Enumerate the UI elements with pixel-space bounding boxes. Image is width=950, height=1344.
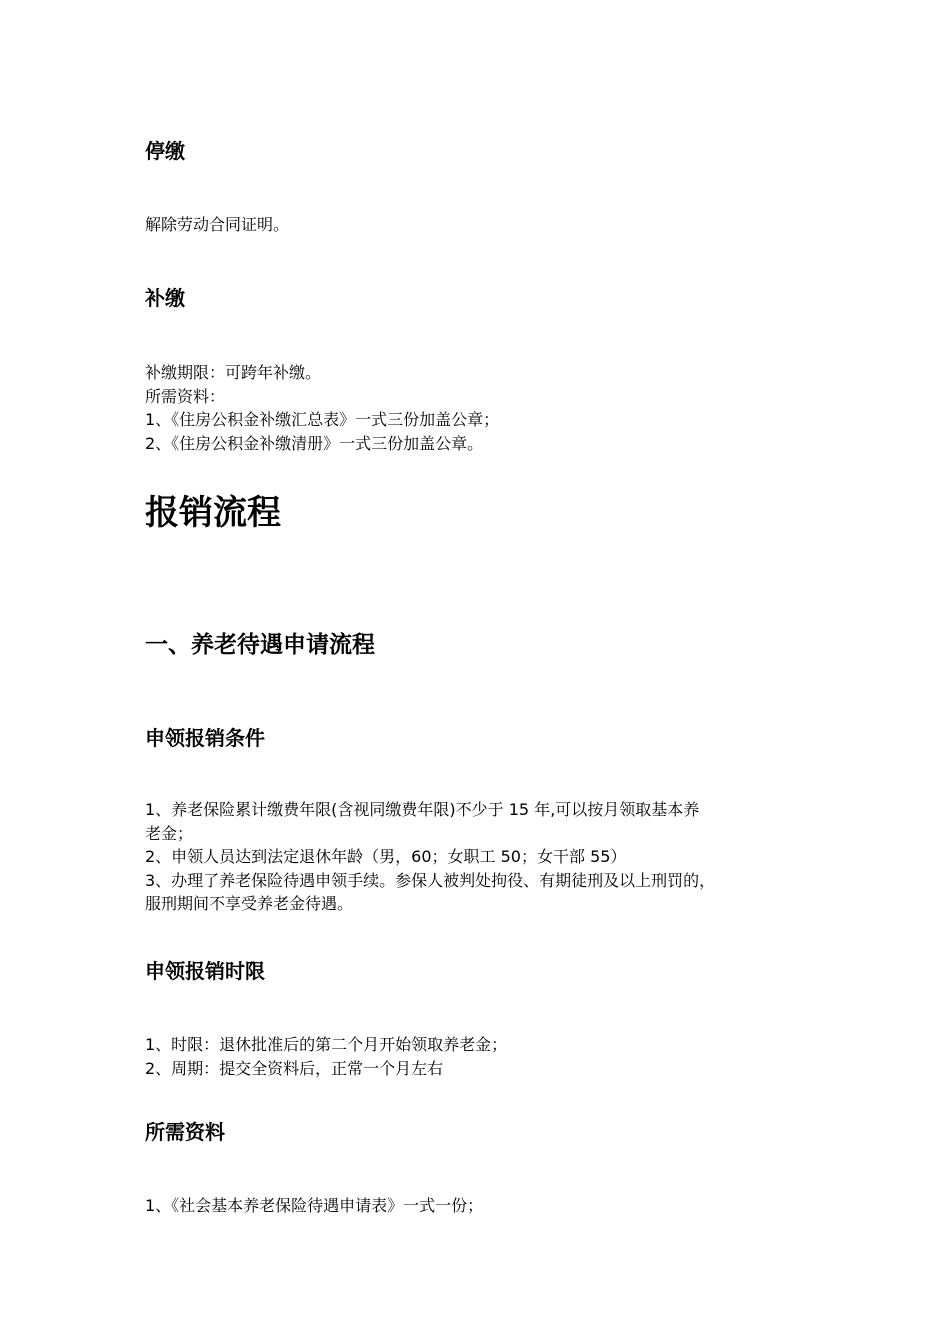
- paragraph-line: 1、时限：退休批准后的第二个月开始领取养老金；: [145, 1035, 508, 1054]
- paragraph-line: 所需资料：: [145, 386, 226, 406]
- main-title: 报销流程: [145, 493, 281, 533]
- heading-time-limit: 申领报销时限: [145, 959, 265, 983]
- pension-title: 一、养老待遇申请流程: [145, 632, 375, 658]
- paragraph-line: 1、养老保险累计缴费年限(含视同缴费年限)不少于 15 年,可以按月领取基本养: [145, 800, 700, 819]
- paragraph-line: 服刑期间不享受养老金待遇。: [145, 894, 354, 913]
- paragraph-line: 1、《住房公积金补缴汇总表》一式三份加盖公章；: [145, 410, 500, 429]
- materials-text: [145, 1194, 830, 1218]
- conditions-text: [145, 798, 830, 916]
- time-limit-text: [145, 1033, 830, 1080]
- heading-materials: 所需资料: [145, 1120, 225, 1144]
- paragraph-line: 2、《住房公积金补缴清册》一式三份加盖公章。: [145, 433, 484, 453]
- supplement-text: [145, 361, 830, 455]
- paragraph-line: 补缴期限：可跨年补缴。: [145, 363, 322, 382]
- heading-stop: 停缴: [145, 139, 185, 163]
- paragraph-line: 2、周期：提交全资料后，正常一个月左右: [145, 1058, 444, 1078]
- paragraph-line: 老金；: [145, 823, 194, 843]
- paragraph-line: 2、申领人员达到法定退休年龄（男，60；女职工 50；女干部 55）: [145, 847, 627, 866]
- heading-conditions: 申领报销条件: [145, 726, 265, 750]
- paragraph-line: 1、《社会基本养老保险待遇申请表》一式一份；: [145, 1196, 484, 1215]
- paragraph-line: 解除劳动合同证明。: [145, 215, 290, 234]
- heading-supplement: 补缴: [145, 286, 185, 310]
- stop-text: [145, 213, 830, 237]
- paragraph-line: 3、办理了养老保险待遇申领手续。参保人被判处拘役、有期徒刑及以上刑罚的，: [145, 870, 716, 890]
